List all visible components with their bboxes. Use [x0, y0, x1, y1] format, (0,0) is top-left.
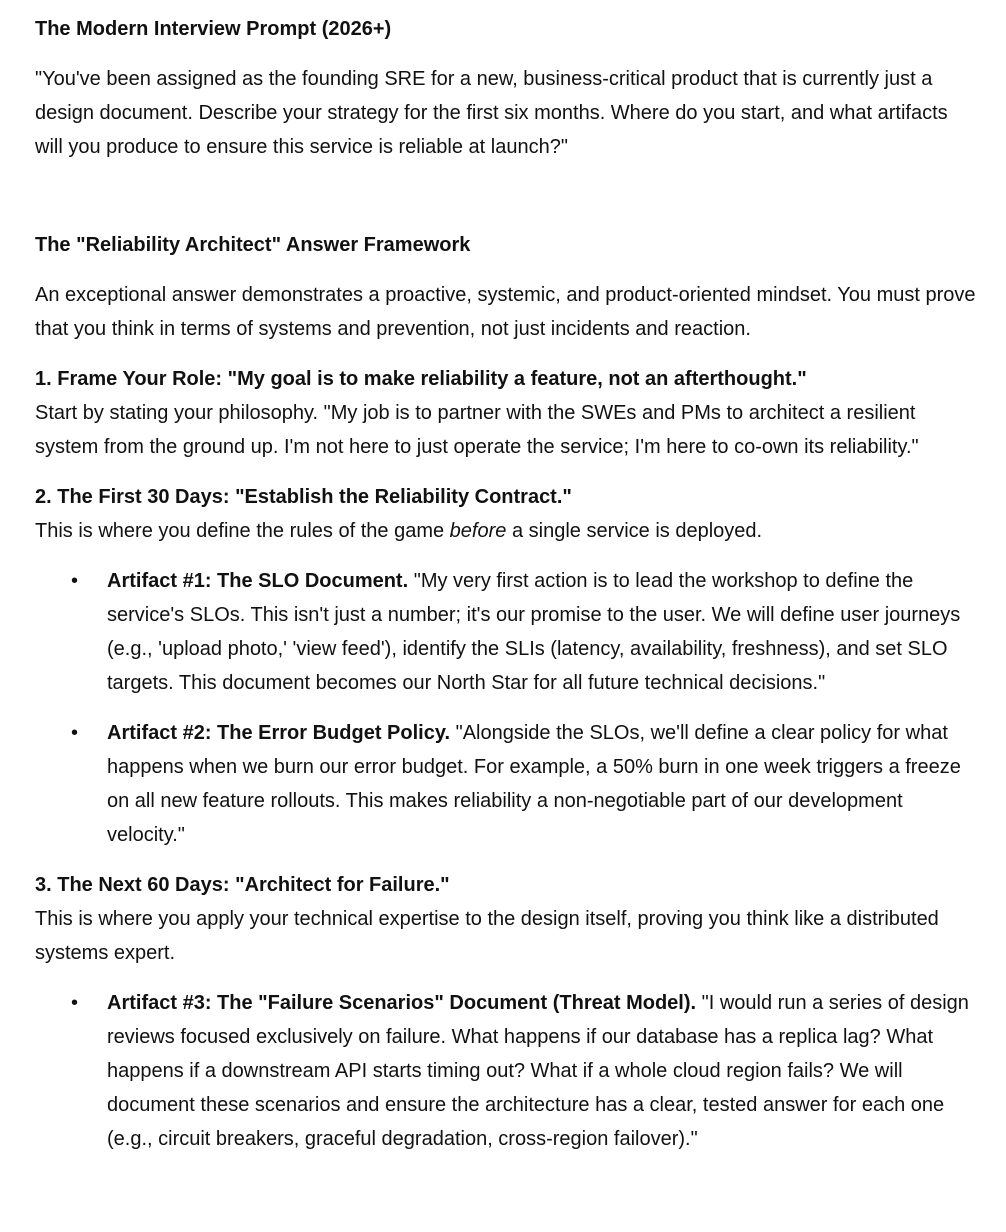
prompt-heading: The Modern Interview Prompt (2026+) — [35, 18, 392, 40]
prompt-text: "You've been assigned as the founding SRE for a new, business-critical product that is currently just a design document. Describe your strategy for the first six months. Where do you start, and what artifacts will you produce to ensure this service is reliable at launch?" — [35, 68, 948, 158]
step-2-body-end: a single service is deployed. — [506, 520, 763, 542]
step-2-title: 2. The First 30 Days: "Establish the Reliability Contract." — [35, 486, 572, 508]
step-1 — [35, 362, 976, 464]
step-1-title: 1. Frame Your Role: "My goal is to make reliability a feature, not an afterthought." — [35, 368, 807, 390]
step-2-body-emphasis: before — [449, 520, 507, 542]
step-2 — [35, 480, 976, 852]
step-3-body: This is where you apply your technical expertise to the design itself, proving you think like a distributed systems expert. — [35, 908, 939, 964]
step-3-artifact-list — [35, 986, 976, 1156]
artifact-2 — [107, 716, 976, 852]
artifact-2-text: "Alongside the SLOs, we'll define a clear policy for what happens when we burn our error budget. For example, a 50% burn in one week triggers a freeze on all new feature rollouts. This makes reliability a non-negotiable part of our development velocity." — [107, 722, 961, 846]
artifact-1 — [107, 564, 976, 700]
step-2-body-start: This is where you define the rules of the game — [35, 520, 450, 542]
step-3 — [35, 868, 976, 1156]
step-3-title: 3. The Next 60 Days: "Architect for Failure." — [35, 874, 450, 896]
artifact-3 — [107, 986, 976, 1156]
step-2-body — [35, 514, 976, 548]
artifact-3-text: "I would run a series of design reviews focused exclusively on failure. What happens if our database has a replica lag? What happens if a downstream API starts timing out? What if a whole cloud region fails? We will document these scenarios and ensure the architecture has a clear, tested answer for each one (e.g., circuit breakers, graceful degradation, cross-region failover)." — [107, 992, 969, 1150]
artifact-2-label: Artifact #2: The Error Budget Policy. — [107, 722, 451, 744]
framework-intro: An exceptional answer demonstrates a proactive, systemic, and product-oriented mindset. You must prove that you think in terms of systems and prevention, not just incidents and reaction. — [35, 284, 976, 340]
artifact-1-label: Artifact #1: The SLO Document. — [107, 570, 409, 592]
step-1-body: Start by stating your philosophy. "My job is to partner with the SWEs and PMs to architect a resilient system from the ground up. I'm not here to just operate the service; I'm here to co-own its reliability." — [35, 402, 919, 458]
artifact-3-label: Artifact #3: The "Failure Scenarios" Document (Threat Model). — [107, 992, 697, 1014]
step-2-artifact-list — [35, 564, 976, 852]
framework-heading: The "Reliability Architect" Answer Framework — [35, 234, 471, 256]
artifact-1-text: "My very first action is to lead the workshop to define the service's SLOs. This isn't just a number; it's our promise to the user. We will define user journeys (e.g., 'upload photo,' 'view feed'), identify the SLIs (latency, availability, freshness), and set SLO targets. This document becomes our North Star for all future technical decisions." — [107, 570, 961, 694]
